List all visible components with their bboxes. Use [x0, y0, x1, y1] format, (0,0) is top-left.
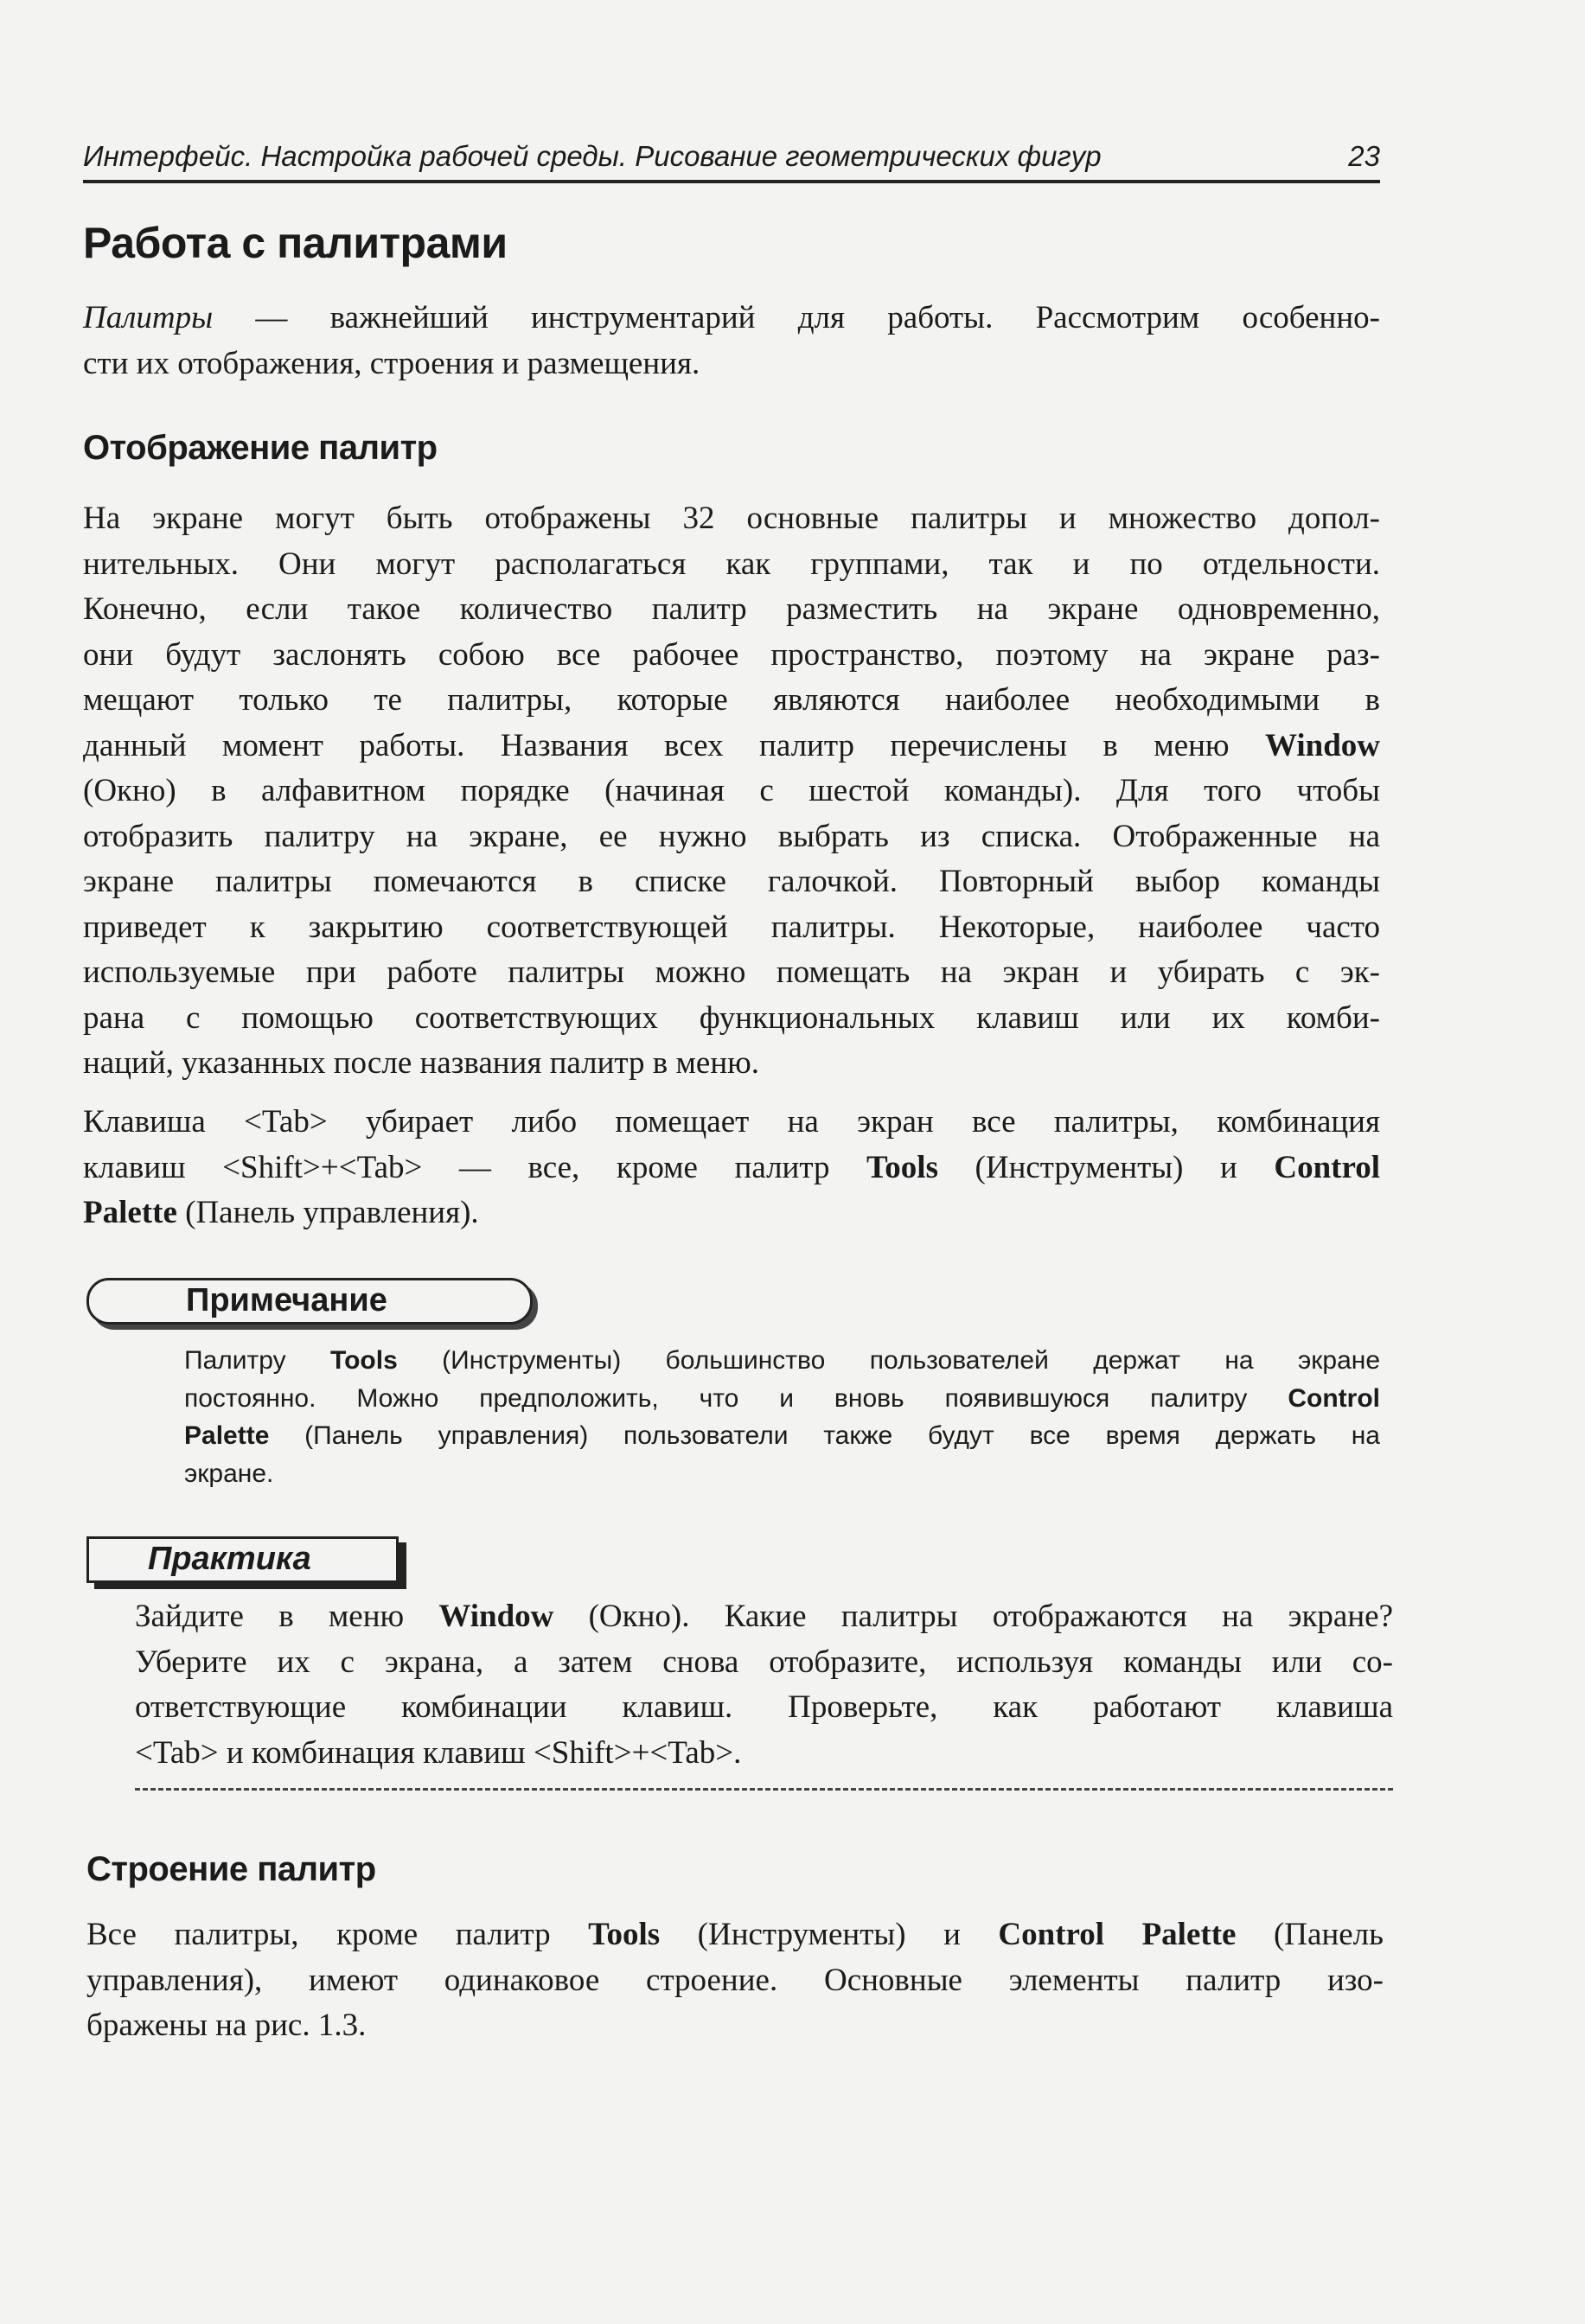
text-line	[184, 1342, 1380, 1380]
text-run: Все палитры, кроме палитр	[86, 1917, 589, 1952]
text-run: (Панель управления) пользователи также будут все время держать на	[269, 1421, 1380, 1451]
bold-term: Window	[1265, 727, 1380, 763]
text-run: клавиш <Shift>+<Tab> — все, кроме палитр	[83, 1149, 867, 1185]
text-line	[83, 950, 1380, 996]
text-run: они будут заслонять собою все рабочее пространство, поэтому на экране раз-	[83, 636, 1380, 673]
text-line	[83, 859, 1380, 905]
running-header	[83, 130, 1380, 183]
text-run: ответствующие комбинации клавиш. Проверьте, как работают клавиша	[135, 1689, 1393, 1725]
text-run: отобразить палитру на экране, ее нужно выбрать из списка. Отображенные на	[83, 818, 1380, 854]
text-line	[83, 1100, 1380, 1146]
practice-text	[135, 1594, 1393, 1776]
text-line	[135, 1731, 1393, 1777]
paragraph-structure	[86, 1912, 1384, 2049]
text-run: (Панель	[1236, 1917, 1384, 1952]
bold-term: Window	[438, 1599, 554, 1634]
text-line	[83, 296, 1380, 342]
text-run: используемые при работе палитры можно помещать на экран и убирать с эк-	[83, 954, 1380, 990]
bold-term: Tools	[588, 1917, 661, 1952]
text-run: Конечно, если такое количество палитр разместить на экране одновременно,	[83, 591, 1380, 627]
subsection-title-structure: Строение палитр	[86, 1850, 376, 1888]
note-text	[184, 1342, 1380, 1493]
text-line	[83, 1191, 1380, 1236]
text-line	[83, 905, 1380, 951]
text-run: данный момент работы. Названия всех палитр перечислены в меню	[83, 727, 1265, 763]
text-line	[184, 1417, 1380, 1455]
text-run: бражены на рис. 1.3.	[86, 2008, 367, 2043]
text-line	[135, 1640, 1393, 1686]
text-run: рана с помощью соответствующих функциональных клавиш или их комби-	[83, 999, 1380, 1036]
text-run: Палитру	[184, 1346, 330, 1375]
bold-term: Control Palette	[998, 1917, 1237, 1952]
practice-label: Практика	[148, 1541, 311, 1577]
text-line	[86, 1912, 1384, 1958]
text-run: (Окно) в алфавитном порядке (начиная с шестой команды). Для того чтобы	[83, 773, 1380, 808]
bold-term: Tools	[866, 1149, 938, 1185]
text-run: наций, указанных после названия палитр в меню.	[83, 1045, 760, 1081]
text-line	[86, 2003, 1384, 2049]
bold-term: Control	[1274, 1149, 1380, 1185]
text-run: <Tab> и комбинация клавиш <Shift>+<Tab>.	[135, 1734, 742, 1771]
text-line	[83, 542, 1380, 588]
text-line	[83, 633, 1380, 679]
text-line	[83, 814, 1380, 860]
bold-term: Palette	[184, 1421, 270, 1451]
subsection-title-display: Отображение палитр	[83, 429, 438, 467]
paragraph-tab-keys	[83, 1100, 1380, 1236]
text-run: (Панель управления).	[176, 1195, 479, 1230]
bold-term: Tools	[329, 1346, 398, 1375]
text-line	[83, 996, 1380, 1042]
text-line	[83, 496, 1380, 542]
paragraph-display	[83, 496, 1380, 1087]
text-line	[135, 1685, 1393, 1731]
bold-term: Palette	[83, 1195, 177, 1230]
bold-term: Control	[1288, 1383, 1380, 1413]
text-run: экране палитры помечаются в списке галочкой. Повторный выбор команды	[83, 864, 1380, 899]
text-line	[184, 1380, 1380, 1418]
text-line	[83, 1041, 1380, 1087]
practice-divider	[135, 1788, 1393, 1791]
text-line	[135, 1594, 1393, 1640]
text-run: управления), имеют одинаковое строение. Основные элементы палитр изо-	[86, 1962, 1384, 1998]
text-run: Зайдите в меню	[135, 1599, 439, 1634]
practice-label-box	[86, 1536, 399, 1583]
text-run: постоянно. Можно предположить, что и вновь появившуюся палитру	[184, 1383, 1288, 1413]
text-run: (Инструменты) и	[937, 1149, 1275, 1185]
text-run: Уберите их с экрана, а затем снова отобразите, используя команды или со-	[135, 1644, 1393, 1680]
text-line	[184, 1455, 1380, 1493]
text-line	[83, 724, 1380, 769]
text-run: мещают только те палитры, которые являются наиболее необходимыми в	[83, 682, 1380, 718]
running-header-title: Интерфейс. Настройка рабочей среды. Рисование геометрических фигур	[83, 140, 1102, 172]
text-run: (Инструменты) и	[660, 1917, 999, 1952]
intro-paragraph	[83, 296, 1380, 386]
text-run: нительных. Они могут располагаться как группами, так и по отдельности.	[83, 546, 1380, 582]
text-run: Клавиша <Tab> убирает либо помещает на экран все палитры, комбинация	[83, 1104, 1380, 1140]
text-run: (Окно). Какие палитры отображаются на экране?	[553, 1599, 1393, 1634]
text-run: На экране могут быть отображены 32 основные палитры и множество допол-	[83, 501, 1380, 536]
text-line	[83, 1146, 1380, 1191]
text-line	[83, 769, 1380, 814]
section-title: Работа с палитрами	[83, 219, 508, 267]
text-run: экране.	[184, 1459, 274, 1489]
text-line	[86, 1958, 1384, 2004]
page-number: 23	[1348, 140, 1380, 172]
text-run: сти их отображения, строения и размещения.	[83, 345, 700, 381]
italic-term: Палитры	[83, 300, 214, 335]
text-run: — важнейший инструментарий для работы. Рассмотрим особенно-	[213, 300, 1380, 335]
text-run: приведет к закрытию соответствующей палитры. Некоторые, наиболее часто	[83, 909, 1380, 945]
text-run: (Инструменты) большинство пользователей держат на экране	[397, 1346, 1381, 1375]
text-line	[83, 587, 1380, 633]
text-line	[83, 342, 1380, 387]
note-label: Примечание	[186, 1282, 387, 1318]
text-line	[83, 678, 1380, 724]
note-label-box	[86, 1278, 533, 1325]
